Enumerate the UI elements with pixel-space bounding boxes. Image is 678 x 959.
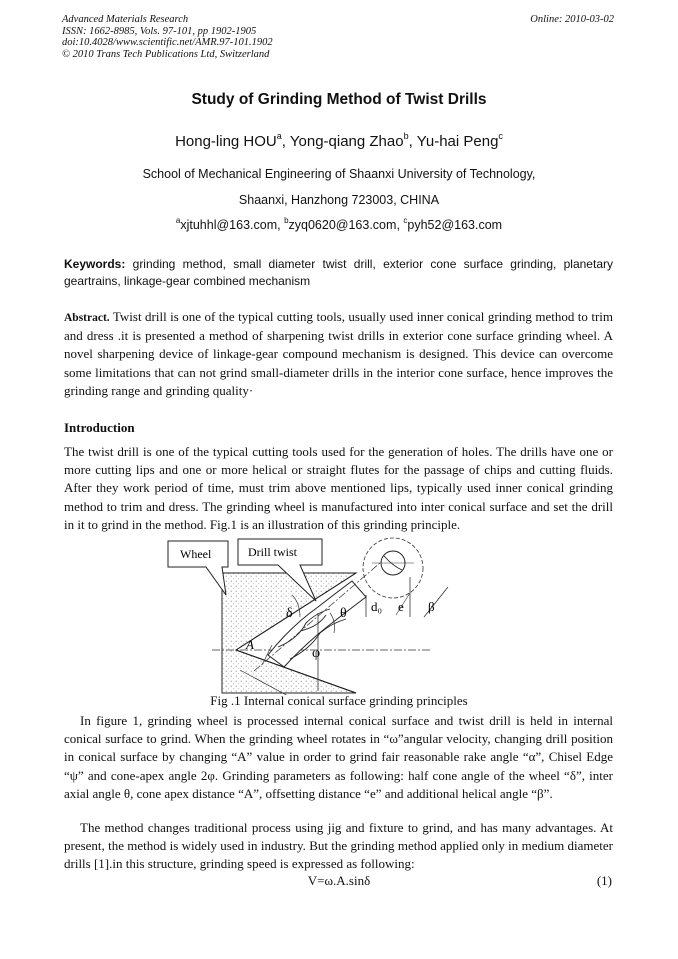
author-separator: , <box>281 133 290 150</box>
figure-grinding-principle <box>0 535 678 695</box>
d0-symbol: d₀ <box>371 599 383 614</box>
author-mark: c <box>498 131 503 141</box>
phi-symbol: φ <box>312 646 321 661</box>
abstract-label: Abstract. <box>64 312 110 324</box>
author-name: Yu-hai Peng <box>416 133 499 150</box>
email-mark: c <box>403 216 408 225</box>
intro-paragraph: The twist drill is one of the typical cutting tools used for the generation of holes. The drills have one or more cutting lips and one or more helical or straight flutes for the passage of chips and cutting fluids. After they work period of time, must trim above mentioned lips, typically used inner conical grinding method to trim and dress. The grinding wheel is manufactured into inter conical surface and set the drill in it to grind in the method. Fig.1 is an illustration of this grinding principle. <box>64 444 613 532</box>
drill-callout-label: Drill twist <box>248 545 298 559</box>
email-line: $^a$xjtuhhl@163.com, $^b$zyq0620@163.com, $^c$pyh52@163.com <box>175 216 503 232</box>
issn-line: ISSN: 1662-8985, Vols. 97-101, pp 1902-1905 <box>62 25 257 37</box>
running-header <box>62 14 273 60</box>
email-mark: b <box>284 216 289 225</box>
author-list <box>0 131 678 150</box>
journal-name: Advanced Materials Research <box>62 14 189 25</box>
author-name: Yong-qiang Zhao <box>289 133 404 150</box>
email-address: xjtuhhl@163.com <box>180 218 278 232</box>
copyright-line: © 2010 Trans Tech Publications Ltd, Switzerland <box>62 48 270 60</box>
author-name: Hong-ling HOU <box>175 133 277 150</box>
keywords-text: grinding method, small diameter twist drill, exterior cone surface grinding, planetary geartrains, linkage-gear combined mechanism <box>64 257 613 288</box>
a-symbol: A <box>246 637 254 652</box>
keywords-paragraph: Keywords: grinding method, small diameter twist drill, exterior cone surface grinding, planetary geartrains, linkage-gear combined mechanism <box>64 257 613 288</box>
author-separator: , <box>408 133 417 150</box>
theta-symbol: θ <box>340 606 347 621</box>
keywords-label: Keywords <box>64 257 122 271</box>
author-mark: a <box>276 131 282 141</box>
wheel-callout-label: Wheel <box>180 547 212 561</box>
abstract-paragraph <box>64 308 613 400</box>
section-heading-introduction: Introduction <box>64 420 135 435</box>
equation-number: (1) <box>596 873 612 888</box>
online-date: Online: 2010-03-02 <box>530 14 614 25</box>
email-address: pyh52@163.com <box>407 218 503 232</box>
body-paragraph-2: In figure 1, grinding wheel is processed internal conical surface and twist drill is held in internal conical surface to grind. When the grinding wheel rotates in “ω”angular velocity, changing drill position in conical surface by changing “A” value in order to grind fair reasonable rake angle “α”, Chisel Edge “ψ” and cone-apex angle 2φ. Grinding parameters as following: half cone angle of the wheel “δ”, inter axial angle θ, cone apex distance “A”, offsetting distance “e” and additional helical angle “β”. <box>64 713 613 801</box>
delta-symbol: δ <box>286 606 293 621</box>
email-address: zyq0620@163.com <box>288 218 397 232</box>
figure-caption: Fig .1 Internal conical surface grinding principles <box>210 693 468 708</box>
affiliation-line-1: School of Mechanical Engineering of Shaanxi University of Technology, <box>142 167 536 181</box>
affiliation-line-2: Shaanxi, Hanzhong 723003, CHINA <box>238 193 440 207</box>
equation: V=ω.A.sinδ <box>307 873 371 888</box>
doi-line: doi:10.4028/www.scientific.net/AMR.97-101.1902 <box>62 37 273 48</box>
author-mark: b <box>403 131 409 141</box>
paper-title: Study of Grinding Method of Twist Drills <box>191 91 487 108</box>
abstract-text: Twist drill is one of the typical cutting tools, usually used inner conical grinding method to trim and dress .it is presented a method of sharpening twist drills in exterior cone surface grinding wheel. A novel sharpening device of linkage-gear compound mechanism is designed. This device can overcome some limitations that can not grind small-diameter drills in the interior cone surface, hence improves the grinding range and grinding quality· <box>64 309 614 398</box>
beta-symbol: β <box>428 599 435 614</box>
body-paragraph-3: The method changes traditional process using jig and fixture to grind, and has many advantages. At present, the method is widely used in industry. But the grinding method applied only in medium diameter drills [1].in this structure, grinding speed is expressed as following: <box>64 820 613 872</box>
email-mark: a <box>175 216 181 225</box>
e-symbol: e <box>398 599 404 614</box>
